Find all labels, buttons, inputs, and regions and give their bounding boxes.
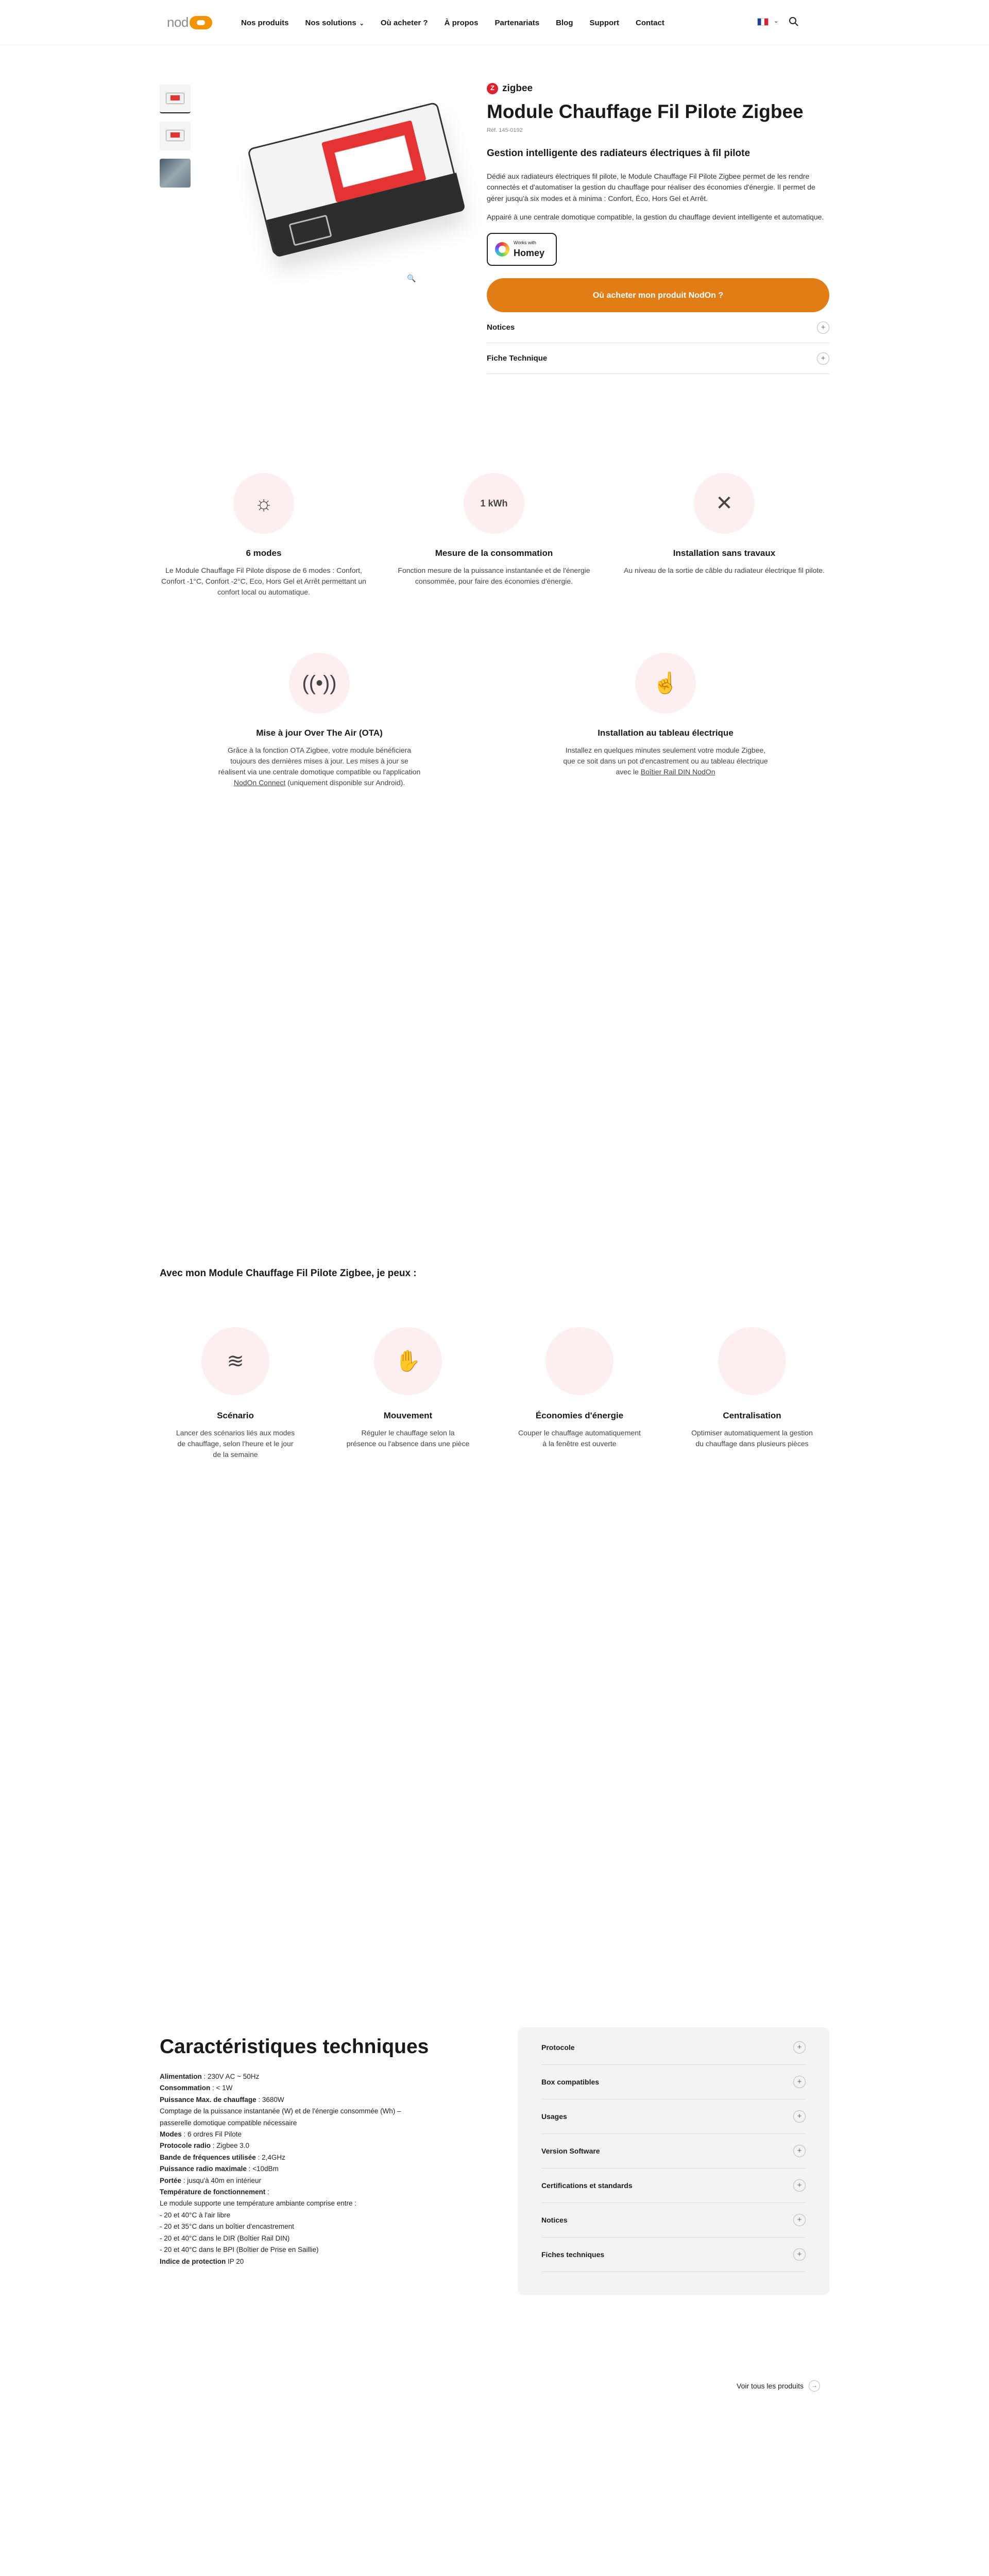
spec-line: Portée : jusqu'à 40m en intérieur [160, 2176, 261, 2184]
search-icon[interactable] [789, 16, 799, 27]
feature-item [621, 473, 827, 576]
accordion-compatible-boxes[interactable]: Box compatibles + [541, 2065, 806, 2099]
feature-title: Mesure de la consommation [435, 548, 553, 558]
works-with-homey-badge[interactable]: Works with Homey [487, 233, 557, 266]
plus-icon: + [793, 2041, 806, 2054]
france-flag-icon [757, 18, 769, 26]
usecase-title: Scénario [217, 1411, 254, 1420]
product-info [487, 81, 829, 374]
spec-line: Comptage de la puissance instantanée (W) et de l'énergie consommée (Wh) – passerelle domotique compatible nécessaire [160, 2107, 401, 2127]
product-reference: Réf. 145-0192 [487, 127, 523, 134]
chevron-down-icon: ⌄ [774, 18, 779, 25]
accordion-certifications[interactable]: Certifications et standards + [541, 2168, 806, 2203]
header-tools [757, 16, 799, 27]
product-description-2: Appairé à une centrale domotique compatible, la gestion du chauffage devient intelligente et automatique. [487, 212, 824, 221]
feature-item [562, 653, 769, 777]
plus-icon: + [793, 2145, 806, 2157]
specs-list [160, 2071, 402, 2267]
specs-title: Caractéristiques techniques [160, 2036, 429, 2058]
spec-line: Température de fonctionnement : [160, 2188, 269, 2196]
scenario-icon: ≋ [201, 1327, 269, 1395]
language-selector[interactable] [757, 18, 778, 26]
product-thumbnail[interactable] [160, 159, 191, 188]
feature-title: 6 modes [246, 548, 282, 558]
din-rail-link[interactable]: Boîtier Rail DIN NodOn [640, 767, 715, 776]
nav-products[interactable]: Nos produits [241, 19, 289, 27]
usecase-item [690, 1327, 814, 1449]
plus-icon: + [817, 321, 829, 334]
feature-item [216, 653, 422, 788]
feature-title: Installation au tableau électrique [598, 728, 734, 738]
plus-icon: + [793, 2110, 806, 2123]
accordion-usages[interactable]: Usages + [541, 2099, 806, 2134]
usecase-title: Centralisation [723, 1411, 781, 1420]
usecase-item [518, 1327, 641, 1449]
nodon-logo[interactable]: nod [167, 15, 212, 30]
product-thumbnail[interactable] [160, 122, 191, 150]
spec-line: Consommation : < 1W [160, 2084, 233, 2092]
arrow-right-icon: → [809, 2380, 820, 2392]
spec-line: - 20 et 40°C dans le BPI (Boîtier de Prise en Saillie) [160, 2246, 319, 2254]
accordion-datasheet[interactable]: Fiche Technique + [487, 343, 829, 374]
product-title: Module Chauffage Fil Pilote Zigbee [487, 100, 804, 122]
main-nav [241, 18, 664, 29]
usecase-title: Mouvement [383, 1411, 433, 1420]
plus-icon: + [793, 2214, 806, 2226]
usecase-item [174, 1327, 297, 1460]
product-description: Dédié aux radiateurs électriques fil pilote, le Module Chauffage Fil Pilote Zigbee permet de les rendre connectés et d'automatiser la gestion du chauffage pour réaliser des économies d'énergie. Il permet de gérer jusqu'à six modes et à minima : Confort, Éco, Hors Gel et Arrêt. [487, 172, 815, 202]
feature-text: Au niveau de la sortie de câble du radiateur électrique fil pilote. [624, 566, 825, 574]
kwh-icon: 1 kWh [464, 473, 524, 534]
see-all-products-link[interactable]: Voir tous les produits → [737, 2380, 820, 2392]
motion-icon: ✋ [374, 1327, 442, 1395]
sun-icon: ☼ [233, 473, 294, 534]
feature-text: Grâce à la fonction OTA Zigbee, votre module bénéficiera toujours des dernières mises à jour. Les mises à jour se réalisent via une centrale domotique compatible ou l'application NodOn Connect (uniquement disponible sur Android). [218, 745, 421, 787]
spec-line: Le module supporte une température ambiante comprise entre : [160, 2199, 356, 2208]
feature-text: Le Module Chauffage Fil Pilote dispose de 6 modes : Confort, Confort -1°C, Confort -2°C, Eco, Hors Gel et Arrêt permettant un confort local ou automatique. [161, 566, 366, 596]
usecase-text: Couper le chauffage automatiquement à la fenêtre est ouverte [518, 1428, 641, 1448]
hand-icon: ☝ [635, 653, 696, 714]
feature-text: Fonction mesure de la puissance instantanée et de l'énergie consommée, pour faire des économies d'énergie. [398, 566, 590, 585]
spec-line: Protocole radio : Zigbee 3.0 [160, 2142, 250, 2150]
feature-title: Installation sans travaux [673, 548, 776, 558]
where-to-buy-button[interactable]: Où acheter mon produit NodOn ? [487, 278, 829, 312]
homey-icon [495, 242, 509, 257]
spec-line: Alimentation : 230V AC ~ 50Hz [160, 2073, 260, 2080]
nav-partnerships[interactable]: Partenariats [494, 19, 540, 27]
spec-line: - 20 et 40°C à l'air libre [160, 2211, 231, 2219]
spec-line: - 20 et 40°C dans le DIR (Boîtier Rail DIN) [160, 2234, 290, 2242]
usecase-item [346, 1327, 470, 1449]
accordion-notices[interactable]: Notices + [487, 312, 829, 343]
wifi-icon: ((•)) [289, 653, 350, 714]
nav-blog[interactable]: Blog [556, 19, 573, 27]
nav-where-to-buy[interactable]: Où acheter ? [380, 19, 428, 27]
feature-item [391, 473, 597, 587]
site-header [0, 0, 989, 45]
nav-support[interactable]: Support [589, 19, 619, 27]
plus-icon: + [793, 2076, 806, 2088]
plus-icon: + [793, 2179, 806, 2192]
accordion-notices[interactable]: Notices + [541, 2203, 806, 2238]
usecase-text: Lancer des scénarios liés aux modes de chauffage, selon l'heure et le jour de la semaine [176, 1428, 295, 1459]
nav-about[interactable]: À propos [444, 19, 479, 27]
product-thumbnail[interactable] [160, 84, 191, 113]
product-tagline: Gestion intelligente des radiateurs électriques à fil pilote [487, 148, 751, 159]
accordion-protocol[interactable]: Protocole + [541, 2030, 806, 2065]
spec-line: Bande de fréquences utilisée : 2,4GHz [160, 2153, 285, 2161]
central-icon [718, 1327, 786, 1395]
spec-line: Modes : 6 ordres Fil Pilote [160, 2130, 242, 2139]
feature-title: Mise à jour Over The Air (OTA) [256, 728, 383, 738]
product-main-image [242, 85, 469, 281]
zigbee-logo: Z zigbee [487, 81, 829, 96]
spec-line: Indice de protection IP 20 [160, 2257, 244, 2265]
usecases-title: Avec mon Module Chauffage Fil Pilote Zigbee, je peux : [160, 1268, 417, 1279]
nav-solutions[interactable]: Nos solutions ⌄ [305, 19, 364, 27]
nodon-connect-link[interactable]: NodOn Connect [233, 778, 286, 787]
spec-line: - 20 et 35°C dans un boîtier d'encastrement [160, 2223, 294, 2231]
usecase-text: Optimiser automatiquement la gestion du chauffage dans plusieurs pièces [691, 1428, 813, 1448]
energy-icon [545, 1327, 613, 1395]
product-thumbnails [160, 84, 191, 196]
plus-icon: + [817, 352, 829, 365]
feature-text: Installez en quelques minutes seulement votre module Zigbee, que ce soit dans un pot d'encastrement ou au tableau électrique avec le Boîtier Rail DIN NodOn [563, 745, 768, 776]
spec-line: Puissance Max. de chauffage : 3680W [160, 2095, 284, 2104]
usecase-title: Économies d'énergie [535, 1411, 624, 1420]
plus-icon: + [793, 2248, 806, 2261]
nav-contact[interactable]: Contact [635, 19, 664, 27]
spec-line: Puissance radio maximale : <10dBm [160, 2165, 279, 2173]
specs-accordion-panel [518, 2027, 829, 2295]
chevron-down-icon: ⌄ [359, 21, 364, 27]
tools-icon: ✕ [694, 473, 755, 534]
accordion-software-version[interactable]: Version Software + [541, 2134, 806, 2168]
usecase-text: Réguler le chauffage selon la présence ou l'absence dans une pièce [346, 1428, 470, 1448]
zigbee-icon: Z [487, 83, 498, 94]
feature-item [161, 473, 367, 598]
accordion-technical-sheets[interactable]: Fiches techniques + [541, 2238, 806, 2272]
zoom-icon[interactable]: 🔍 [407, 274, 416, 282]
